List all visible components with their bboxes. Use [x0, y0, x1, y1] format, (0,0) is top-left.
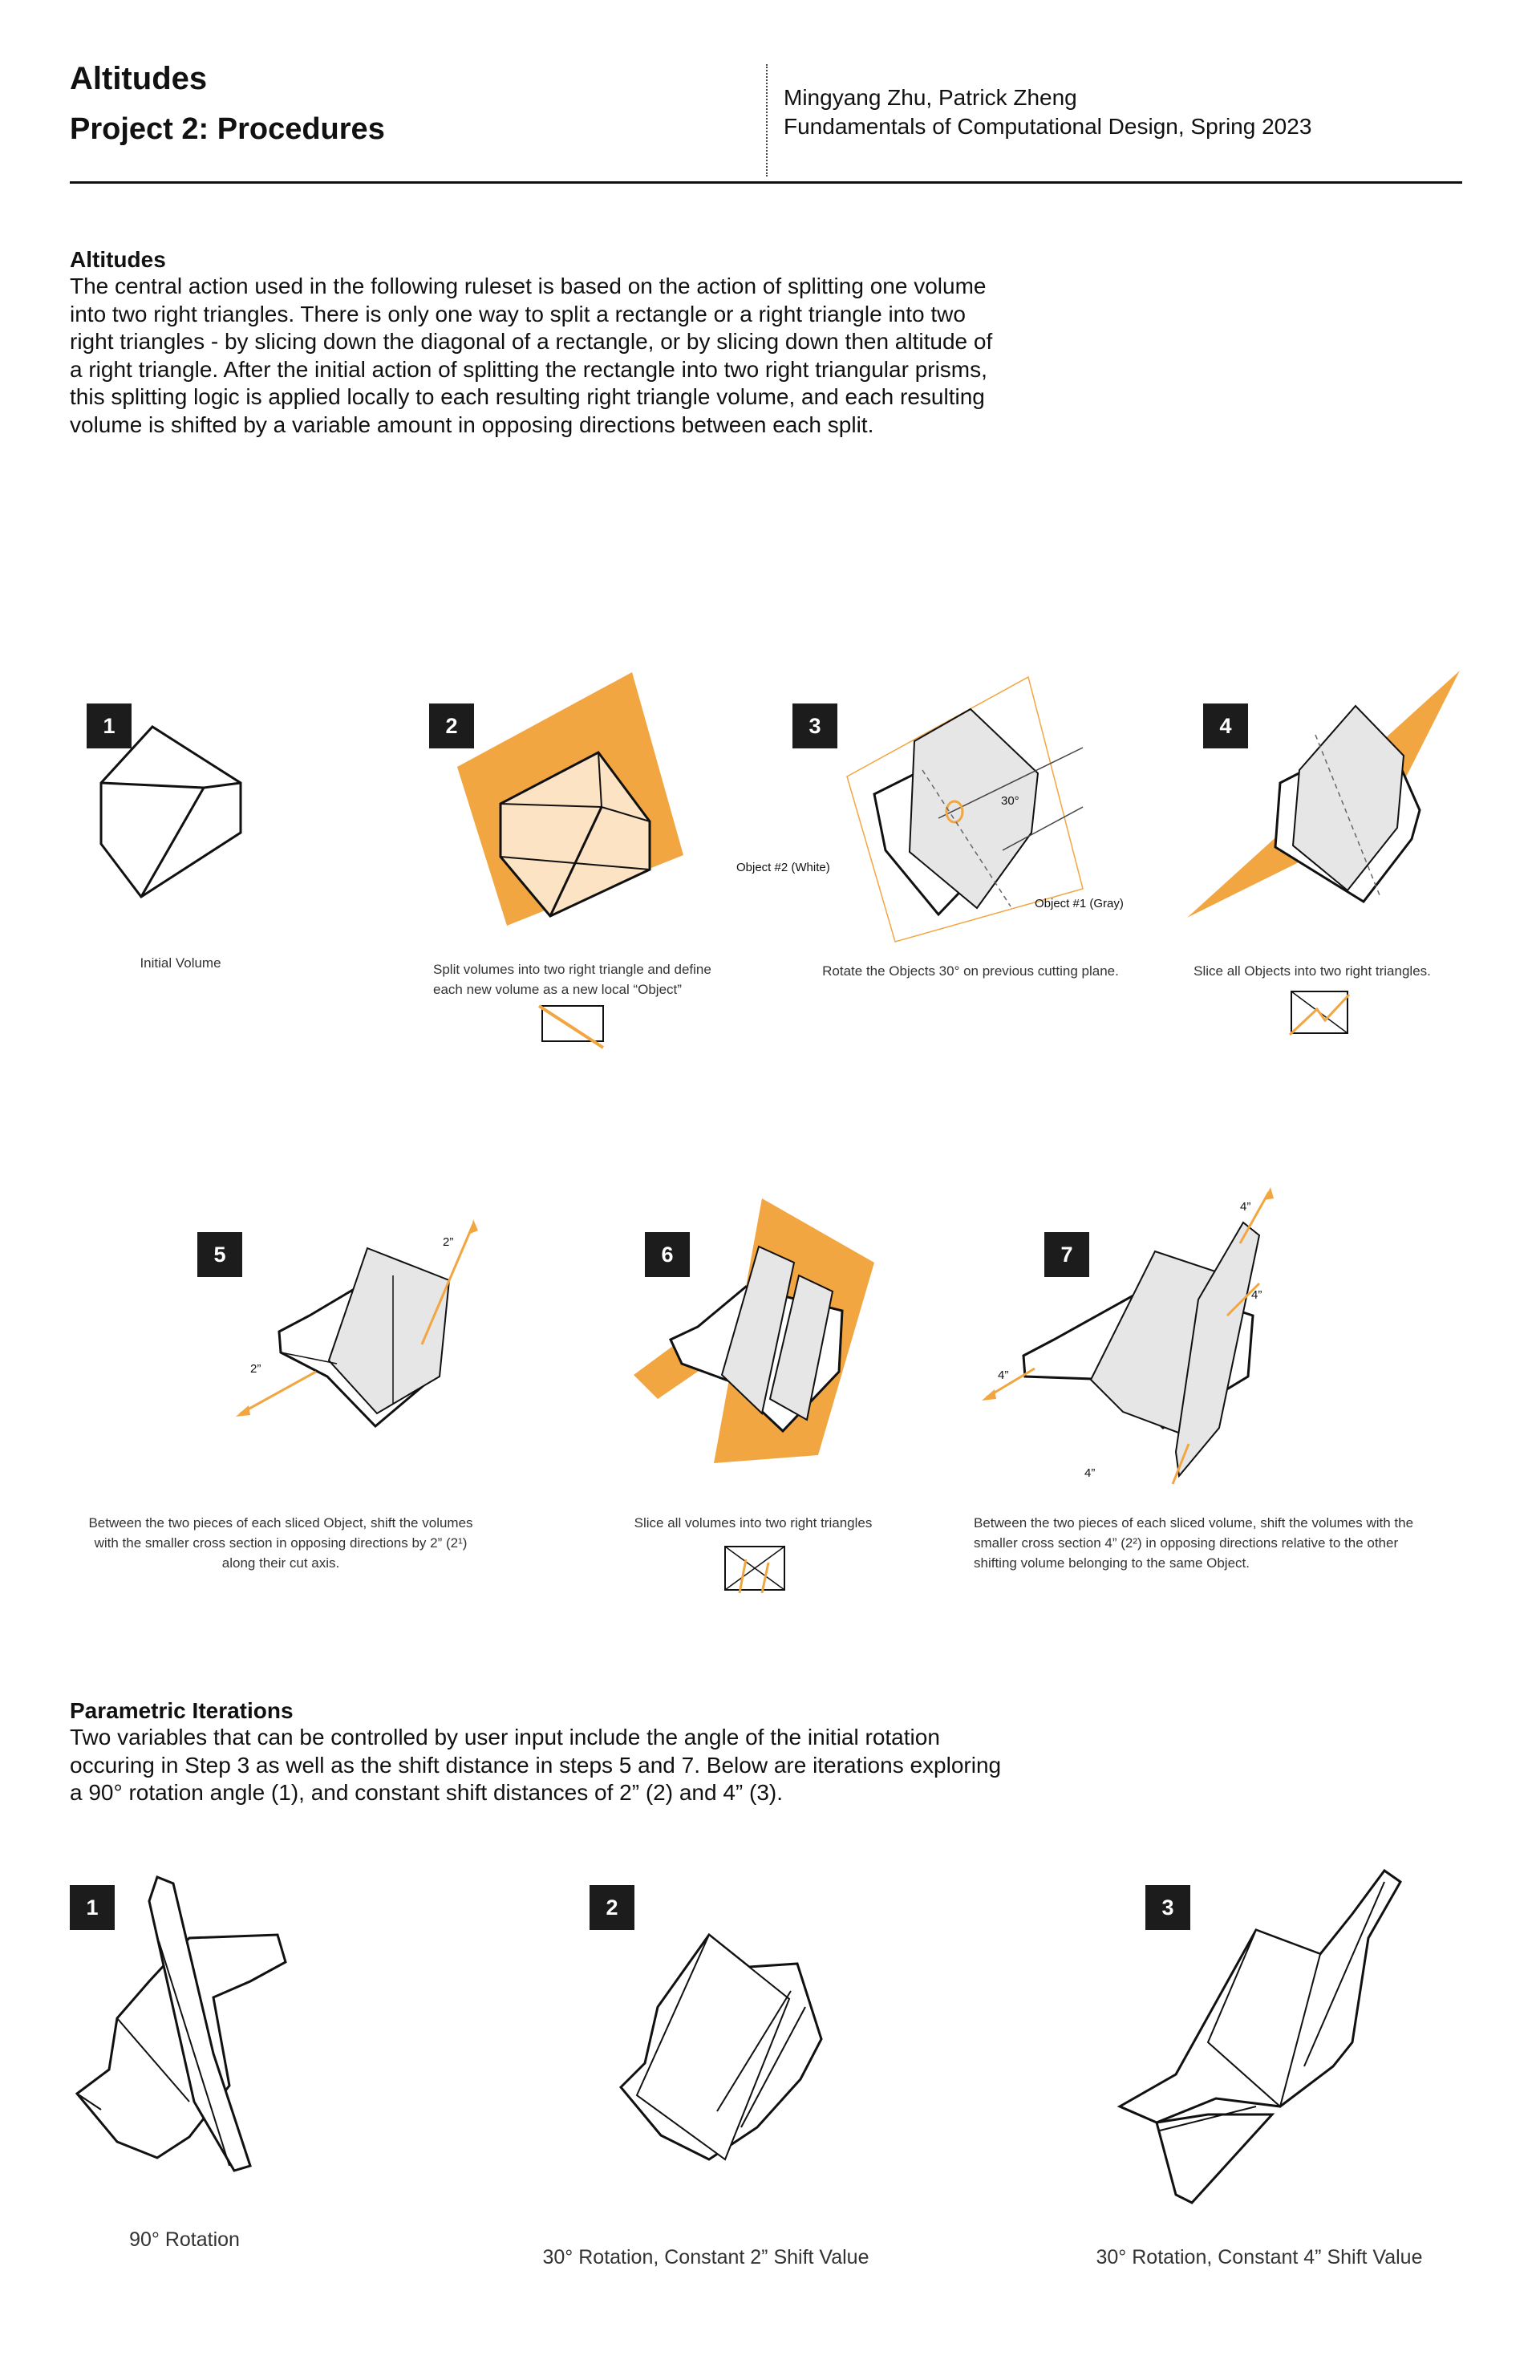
- step-2-diagram-icon: [539, 1003, 619, 1048]
- object-2-label: Object #2 (White): [736, 861, 830, 874]
- step-7-figure: [987, 1187, 1299, 1492]
- intro-section: [70, 247, 1008, 439]
- parametric-body: Two variables that can be controlled by user input include the angle of the initial rotation occuring in Step 3 as well as the shift distance in steps 5 and 7. Below are iterations exploring a 90° rotation angle (1), and constant shift distances of 2” (2) and 4” (3).: [70, 1725, 1002, 1805]
- course: Fundamentals of Computational Design, Spring 2023: [784, 114, 1312, 139]
- step-4-caption: Slice all Objects into two right triangles.: [1194, 963, 1431, 979]
- iteration-2-figure: [613, 1919, 829, 2167]
- step-1-caption: Initial Volume: [140, 955, 221, 971]
- step-3-caption: Rotate the Objects 30° on previous cutting plane.: [822, 963, 1119, 979]
- step-7-shift-label-bottom: 4”: [1084, 1466, 1096, 1480]
- step-1-figure: [88, 722, 265, 906]
- iteration-3-figure: [1112, 1866, 1416, 2203]
- step-4-figure: [1187, 671, 1468, 927]
- iteration-1-caption: 90° Rotation: [129, 2228, 240, 2251]
- step-1-badge: 1: [87, 703, 132, 748]
- iteration-3-badge: 3: [1145, 1885, 1190, 1930]
- shift-arrow-down: [241, 1372, 316, 1413]
- header-meta: [784, 83, 1311, 141]
- header-divider: [766, 64, 768, 176]
- iteration-1-badge: 1: [70, 1885, 115, 1930]
- intro-body: The central action used in the following ruleset is based on the action of splitting one volume into two right triangles. There is only one way to split a rectangle or a right triangle into two right triangles - by slicing down the diagonal of a rectangle, or by slicing down then altitude of a right triangle. After the initial action of splitting the rectangle into two right triangular prisms, this splitting logic is applied locally to each resulting right triangle volume, and each resulting volume is shifted by a variable amount in opposing directions between each split.: [70, 274, 993, 437]
- step-6-badge: 6: [645, 1232, 690, 1277]
- step-6-diagram-icon: [722, 1543, 789, 1595]
- parametric-heading: Parametric Iterations: [70, 1698, 294, 1723]
- intro-heading: Altitudes: [70, 247, 166, 272]
- step-7-caption: Between the two pieces of each sliced volume, shift the volumes with the smaller cross section 4” (2²) in opposing directions relative to the other shifting volume belonging to the same Object.: [974, 1515, 1414, 1571]
- authors: Mingyang Zhu, Patrick Zheng: [784, 85, 1077, 110]
- step-4-badge: 4: [1203, 703, 1248, 748]
- step-3-badge: 3: [792, 703, 837, 748]
- step-2-caption: Split volumes into two right triangle and define each new volume as a new local “Object”: [433, 962, 711, 997]
- step-5-caption: Between the two pieces of each sliced Object, shift the volumes with the smaller cross section in opposing directions by 2” (2¹) along their cut axis.: [88, 1515, 473, 1571]
- step-7-badge: 7: [1044, 1232, 1089, 1277]
- step-6-figure: [634, 1198, 882, 1463]
- header-rule: [70, 181, 1462, 184]
- step-4-diagram-icon: [1288, 988, 1352, 1038]
- step-2-badge: 2: [429, 703, 474, 748]
- initial-volume: [101, 727, 241, 897]
- step-7-shift-label-right: 4”: [1251, 1288, 1262, 1302]
- step-3-angle-label: 30°: [1001, 794, 1019, 808]
- iteration-2-badge: 2: [590, 1885, 634, 1930]
- step-2-figure: [449, 672, 690, 929]
- step-7-shift-label-left: 4”: [998, 1368, 1009, 1382]
- page-subtitle: Project 2: Procedures: [70, 112, 385, 146]
- page-title: Altitudes: [70, 61, 208, 96]
- parametric-section: [70, 1698, 1008, 1807]
- iteration-1-figure: [69, 1861, 294, 2174]
- step-5-shift-label-bottom: 2”: [250, 1362, 261, 1376]
- step-5-figure: [233, 1203, 497, 1444]
- step-5-badge: 5: [197, 1232, 242, 1277]
- step-7-shift-label-top: 4”: [1240, 1200, 1251, 1214]
- object-1-label: Object #1 (Gray): [1035, 897, 1124, 910]
- iteration-3-caption: 30° Rotation, Constant 4” Shift Value: [1096, 2246, 1423, 2269]
- iteration-2-caption: 30° Rotation, Constant 2” Shift Value: [542, 2246, 869, 2269]
- step-5-shift-label-top: 2”: [443, 1235, 454, 1249]
- step-6-caption: Slice all volumes into two right triangles: [634, 1515, 873, 1531]
